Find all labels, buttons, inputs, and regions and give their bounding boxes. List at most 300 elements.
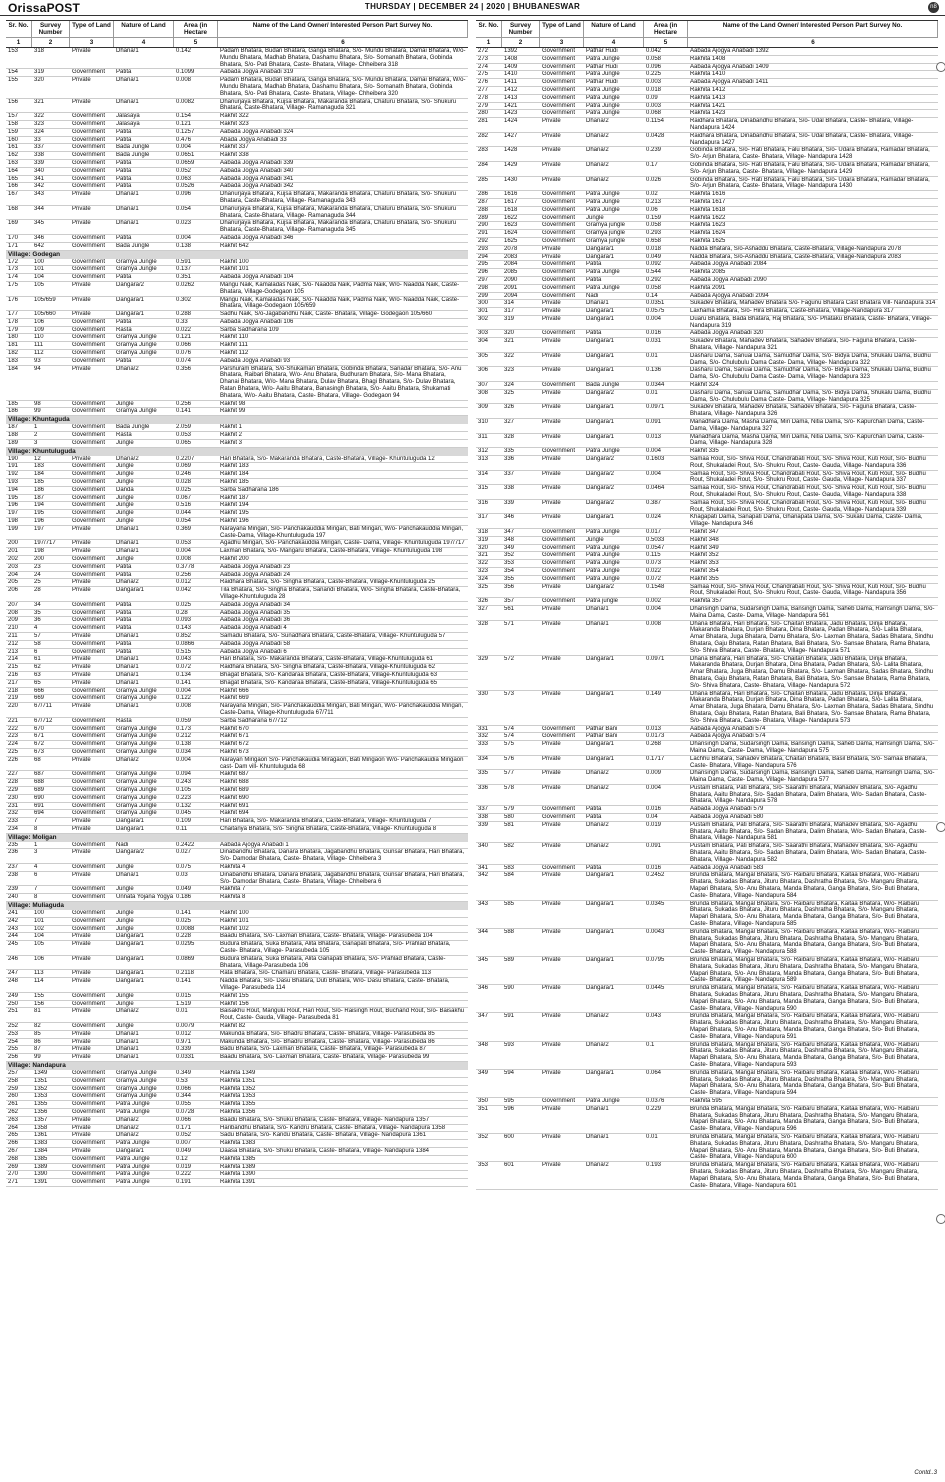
sr-no-cell: 283 [478,147,489,154]
header-sr-no: Sr. No. [476,21,502,37]
area-cell: 0.191 [176,1179,192,1186]
sr-no-cell: 158 [8,120,19,127]
area-cell: 0.018 [646,86,662,93]
land-type-cell: Government [542,544,576,551]
table-row [476,785,938,806]
sr-no-cell: 307 [478,382,489,389]
table-row [6,266,468,274]
owner-name-cell: Sarba Sadharana 67/712 [220,717,288,724]
land-type-cell: Government [542,110,576,117]
area-cell: 0.012 [176,1030,192,1037]
table-row [476,191,938,199]
land-nature-cell: Gramya Jungle [116,1085,157,1092]
table-row [6,918,468,926]
owner-name-cell: Rakhita 1352 [220,1085,256,1092]
land-type-cell: Government [542,864,576,871]
land-type-cell: Private [72,933,91,940]
survey-number-cell: 6 [34,871,38,878]
land-type-cell: Government [72,242,106,249]
area-cell: 0.33 [176,318,188,325]
land-type-cell: Government [542,725,576,732]
owner-name-cell: Aabada Jogya Anabadi 35 [220,609,291,616]
survey-number-cell: 1 [34,841,38,848]
land-type-cell: Government [542,269,576,276]
owner-name-cell: Nadda Bhatara, S/o-Ashaddu Bhatara, Caste-Bhatara, Village-Nandapura 2078 [690,245,902,252]
sr-no-cell: 278 [478,94,489,101]
area-cell: 0.064 [646,1069,662,1076]
owner-name-cell: Rakhita 1349 [220,1070,256,1076]
sr-no-cell: 211 [8,632,18,639]
header-col-number: 1 [6,37,32,47]
header-land-nature: Nature of Land [114,21,174,37]
sr-no-cell: 277 [478,86,489,93]
owner-name-cell: Dhana Bhatara, Hari Bhatara, S/o- Chaitan Bhatara, Jadu Bhatara, Dirija Bhatara, Makaranda Bhatara, Durjan Bhatara, Dina Bhatara, Padan Bhatara, S/o- Lalita Bhatara, Amar Bhatara, Juga Bhatara, Damu Bhatara, S/o- Laxman Bhatara, Sadas Bhatara, Sindhu Bhatara, Gaju Bhatara, Ratan Bhatara, Bali Bhatara, S/o- Sansae Bhatara, Rama Bhatara, S/o- Shiva Bhatara, Caste- Bhatara, Village- Nandapura 573 [690,690,934,724]
sr-no-cell: 353 [478,1162,489,1169]
owner-name-cell: Dasharu Dama, Sanuai Dama, Samudhar Dama, S/o- Bidya Dama, Shukalu Dama, Budhu Dama, S/o- Chulubulu Dama Caste- Dama, Village- Nandapura 322 [690,352,931,366]
sr-no-cell: 289 [478,214,489,221]
area-cell: 0.024 [646,514,662,521]
area-cell: 0.076 [176,350,192,357]
village-heading: Village: Khuntuluguda [6,448,468,456]
area-cell: 0.143 [176,625,192,632]
land-nature-cell: Dangara/1 [586,985,615,992]
land-type-cell: Private [72,703,91,710]
land-nature-cell: Dhana/1 [586,300,609,307]
sr-no-cell: 186 [8,408,19,415]
survey-number-cell: 85 [34,1030,41,1037]
area-cell: 0.052 [176,167,192,174]
sr-no-cell: 199 [8,525,19,532]
table-row [6,872,468,887]
owner-name-cell: Dhansingh Dama, Sudarsingh Dama, Bansingh Dama, Saheb Dama, Ramsingh Dama, S/o- Maina Dama, Caste- Dama, Village- Nandapura 575 [690,741,935,754]
land-nature-cell: Dangara/1 [116,818,145,825]
table-row [6,1109,468,1117]
sr-no-cell: 201 [8,548,19,555]
sr-no-cell: 313 [478,456,489,463]
survey-number-cell: 196 [34,518,45,525]
survey-number-cell: 328 [504,433,515,440]
sr-no-cell: 231 [8,802,19,809]
survey-number-cell: 591 [504,1013,515,1020]
table-row [6,703,468,718]
land-nature-cell: Jungle [116,510,134,517]
owner-name-cell: Samaa Rout, S/o- Shiva Rout, Chandrabati Rout, S/o- Shiva Rout, Kuti Rout, S/o- Budhu Rout, Shukaladei Rout, S/o- Shukru Rout, Caste- Gauda, Village- Nandapura 356 [690,583,926,597]
survey-number-cell: 671 [34,733,45,740]
sr-no-cell: 262 [8,1108,19,1115]
land-nature-cell: Dangara/1 [586,755,615,762]
area-cell: 0.0376 [646,1097,665,1104]
survey-number-cell: 58 [34,640,41,647]
land-nature-cell: Gramya jungle [586,237,626,244]
area-cell: 0.075 [176,864,192,871]
table-row [476,691,938,726]
table-row [6,672,468,680]
sr-no-cell: 302 [478,315,489,322]
land-type-cell: Private [72,365,91,372]
land-nature-cell: Patra Jungle [586,544,620,551]
land-type-cell: Government [72,128,106,135]
area-cell: 0.004 [176,548,192,555]
table-row [6,1171,468,1179]
table-row [476,79,938,87]
area-cell: 0.009 [646,770,662,777]
table-row [6,311,468,319]
land-type-cell: Government [542,206,576,213]
sr-no-cell: 347 [478,1013,489,1020]
owner-name-cell: Brunda Bhatara, Mangal Bhatara, S/o- Raibaru Bhatara, Kaitaa Bhatara, W/o- Raibaru Bhatara, Sukadas Bhatara, Jituru Bhatara, Dashratha Bhatara, S/o- Mangaru Bhatara, Mapari Bhatara, S/o- Anu Bhatara, Manda Bhatara, Ganga Bhatara, S/o- Buti Bhatara, Caste- Bhatara, Village- Nandapura 593 [690,1041,920,1068]
land-type-cell: Private [542,1133,561,1140]
land-type-cell: Government [72,120,106,127]
sr-no-cell: 219 [8,695,19,702]
land-nature-cell: Dhana/2 [116,1132,139,1139]
land-type-cell: Government [72,810,106,817]
table-row [476,814,938,822]
owner-name-cell: Aabada Ajogya Anabadi 574 [690,733,766,740]
land-type-cell: Government [542,330,576,337]
land-type-cell: Government [72,571,106,578]
land-type-cell: Government [72,408,106,415]
table-left [6,20,468,1187]
sr-no-cell: 333 [478,741,489,748]
land-type-cell: Government [72,486,106,493]
table-row [476,330,938,338]
sr-no-cell: 282 [478,132,489,139]
area-cell: 0.1099 [176,69,195,76]
area-cell: 0.003 [646,102,662,109]
sr-no-cell: 281 [478,118,489,125]
land-type-cell: Government [542,284,576,291]
table-row [476,254,938,262]
survey-number-cell: 12 [34,455,41,462]
sr-no-cell: 234 [8,825,19,832]
header-area: Area (in Hectare [644,21,688,37]
survey-number-cell: 198 [34,548,45,555]
area-cell: 0.134 [176,671,192,678]
sr-no-cell: 160 [8,136,19,143]
survey-number-cell: 3 [34,439,38,446]
owner-name-cell: Lachhu Bhatara, Sahadev Bhatara, Chaitan Bhatara, Basil Bhatara, S/o- Samaa Bhatara, Caste- Bhatara, Village- Nandapura 576 [690,755,928,769]
area-cell: 0.01 [176,1008,188,1015]
owner-name-cell: Rakhita 357 [690,598,723,605]
land-type-cell: Private [542,928,561,935]
land-nature-cell: Gramya Jungle [116,695,157,702]
land-nature-cell: Dangara/1 [586,1069,615,1076]
sr-no-cell: 245 [8,941,19,948]
table-row [476,133,938,148]
sr-no-cell: 321 [478,552,489,559]
owner-name-cell: Aabada Jogya Anabadi 4 [220,625,287,632]
survey-number-cell: 1356 [34,1108,48,1115]
sr-no-cell: 194 [8,486,19,493]
land-type-cell: Government [542,261,576,268]
owner-name-cell: Manadhara Dama, Masha Dama, Miri Dama, Nitia Dama, S/o- Kapurchan Dama, Caste- Dama, Village- Nandapura 328 [690,433,925,447]
sr-no-cell: 195 [8,494,19,501]
land-type-cell: Private [72,220,91,227]
owner-name-cell: Rakhit 353 [690,560,719,567]
land-nature-cell: Bada Jungle [116,144,150,151]
land-nature-cell: Patra Jungle [586,191,620,198]
table-row [476,1162,938,1190]
land-nature-cell: Nadi [116,841,129,848]
area-cell: 0.002 [646,598,662,605]
survey-number-cell: 357 [504,598,515,605]
survey-number-cell: 200 [34,556,45,562]
area-cell: 0.025 [176,486,192,493]
owner-name-cell: Rakhit 347 [690,529,719,535]
owner-name-cell: Aabada Jogya Anabadi 580 [690,814,764,821]
land-nature-cell: Dhana/2 [586,1013,609,1020]
land-type-cell: Private [72,978,91,985]
survey-number-cell: 322 [34,113,45,120]
area-cell: 0.0331 [176,1054,195,1061]
owner-name-cell: Rakhita 1389 [220,1163,256,1170]
land-nature-cell: Dangara/1 [116,1147,145,1154]
land-type-cell: Private [542,514,561,521]
land-type-cell: Private [542,433,561,440]
land-type-cell: Government [72,648,106,655]
sr-no-cell: 299 [478,292,489,299]
table-row [6,1148,468,1156]
owner-name-cell: Sadu Bhatara, S/o- Kandu Bhatara, Caste- Bhatara, Village- Nandapura 1361 [220,1132,427,1139]
area-cell: 0.025 [176,601,192,608]
table-row [476,872,938,900]
village-heading: Village: Moligan [6,834,468,842]
area-cell: 0.239 [646,147,662,154]
area-cell: 0.53 [176,1077,188,1084]
land-nature-cell: Patita [116,609,132,616]
sr-no-cell: 318 [478,529,489,535]
owner-name-cell: Dhansingh Dama, Sudarsingh Dama, Bansingh Dama, Saheb Dama, Ramsingh Dama, S/o- Maina Dama, Caste- Dama, Village- Nandapura 577 [690,770,935,784]
land-nature-cell: Dangara/1 [586,315,615,322]
survey-number-cell: 596 [504,1105,515,1112]
table-row [6,572,468,580]
area-cell: 0.0082 [176,98,195,105]
survey-number-cell: 105/659 [34,296,56,303]
land-type-cell: Private [542,741,561,748]
owner-name-cell: Rakhita 1622 [690,214,726,221]
owner-name-cell: Rakhita 1412 [690,86,726,93]
sr-no-cell: 297 [478,276,489,283]
area-cell: 0.049 [176,1147,192,1154]
area-cell: 0.544 [646,269,662,276]
area-cell: 0.213 [646,198,662,205]
owner-name-cell: Rakhita 1623 [690,222,726,229]
land-type-cell: Private [542,499,561,506]
land-nature-cell: Dangara/1 [586,957,615,964]
land-nature-cell: Dhana/2 [586,161,609,168]
land-nature-cell: Dhana/1 [116,205,139,212]
land-type-cell: Government [72,1108,106,1115]
area-cell: 0.14 [646,292,658,299]
land-type-cell: Private [72,1132,91,1139]
land-type-cell: Private [542,1105,561,1112]
land-type-cell: Private [542,300,561,307]
survey-number-cell: 1 [34,424,38,431]
sr-no-cell: 210 [8,625,19,632]
survey-number-cell: 669 [34,695,45,702]
land-nature-cell: Dangara/1 [116,970,145,977]
table-row [6,297,468,312]
owner-name-cell: Daasa Bhatara, S/o- Shuku Bhatara, Caste- Bhatara, Village- Nandapura 1384 [220,1147,430,1154]
area-cell: 0.0043 [646,928,665,935]
table-row [6,152,468,160]
sr-no-cell: 301 [478,308,489,315]
land-type-cell: Private [542,1013,561,1020]
sr-no-cell: 238 [8,871,19,878]
survey-number-cell: 1390 [34,1171,48,1178]
owner-name-cell: Rakhit 101 [220,266,249,273]
survey-number-cell: 582 [504,843,515,850]
land-type-cell: Government [542,575,576,582]
table-row [6,733,468,741]
owner-name-cell: Rakhit 184 [220,471,249,478]
land-type-cell: Government [542,276,576,283]
land-nature-cell: Dhana/1 [116,548,139,555]
land-type-cell: Government [72,175,106,182]
land-nature-cell: Patita [586,330,602,337]
land-type-cell: Government [72,274,106,281]
area-cell: 0.658 [646,237,662,244]
land-nature-cell: Patita [586,261,602,268]
table-row [476,598,938,606]
table-row [6,183,468,191]
survey-number-cell: 347 [504,529,515,535]
land-type-cell: Private [72,548,91,555]
owner-name-cell: Aabada Jogya Anabadi 2084 [690,261,767,268]
land-type-cell: Government [542,214,576,221]
owner-name-cell: Aabada Jogya Anabadi 339 [220,159,294,166]
area-cell: 0.052 [176,1132,192,1139]
sr-no-cell: 263 [8,1116,19,1123]
table-row [476,560,938,568]
land-nature-cell: Dhana/2 [586,176,609,183]
land-nature-cell: Dangara/1 [586,433,615,440]
owner-name-cell: Bhagat Bhatara, S/o- Kandaraa Bhatara, Caste-Bhatara, Village-Khuntuluguda 65 [220,679,438,686]
land-type-cell: Private [72,1147,91,1154]
area-cell: 0.045 [176,810,192,817]
owner-name-cell: Sarba Sadharana 109 [220,326,279,333]
land-type-cell: Private [72,1046,91,1053]
sr-no-cell: 269 [8,1163,19,1170]
area-cell: 0.17 [646,161,658,168]
table-row [6,810,468,818]
land-type-cell: Private [72,955,91,962]
land-nature-cell: Patita [116,601,132,608]
sr-no-cell: 337 [478,806,489,813]
owner-name-cell: Raidhara Bhatara, Dinabandhu Bhatara, S/o- Udal Bhatara, Caste- Bhatara, Village- Nandapura 1427 [690,132,914,146]
survey-number-cell: 1384 [34,1147,48,1154]
table-row [476,147,938,162]
land-type-cell: Private [542,755,561,762]
land-type-cell: Government [72,234,106,241]
sr-no-cell: 224 [8,741,19,748]
land-type-cell: Government [72,1179,106,1186]
area-cell: 0.06 [646,206,658,213]
land-type-cell: Government [72,471,106,478]
sr-no-cell: 155 [8,77,19,84]
table-row [476,103,938,111]
survey-number-cell: 100 [34,258,45,265]
owner-name-cell: Sukadev Bhatara, Mahadev Bhatara, Sahadev Bhatara, S/o- Faguna Bhatara, Caste- Bhatara, Village- Nandapura 321 [690,338,917,352]
land-nature-cell: Patita [116,175,132,182]
sr-no-cell: 156 [8,98,19,105]
survey-number-cell: 337 [34,144,45,151]
sr-no-cell: 198 [8,518,19,525]
survey-number-cell: 353 [504,560,515,567]
survey-number-cell: 343 [34,191,45,198]
table-row [476,843,938,864]
survey-number-cell: 571 [504,620,515,627]
owner-name-cell: Rakhit 691 [220,802,249,809]
land-nature-cell: Patita [116,318,132,325]
owner-name-cell: Aabada Jogya Anabadi 340 [220,167,294,174]
land-type-cell: Government [542,48,576,54]
area-cell: 0.136 [646,367,662,374]
owner-name-cell: Khagapati Dama, Sanapati Dama, Ghanapata Dama, S/o- Sukalu Dama, Caste- Dama, Village- Nandapura 346 [690,514,923,528]
sr-no-cell: 296 [478,269,489,276]
survey-number-cell: 1412 [504,86,518,93]
survey-number-cell: 1361 [34,1132,48,1139]
land-nature-cell: Gramya Jungle [116,733,157,740]
survey-number-cell: 8 [34,825,38,832]
table-row [476,485,938,500]
survey-number-cell: 691 [34,802,45,809]
owner-name-cell: Raidhara Bhatara, Dinabandhu Bhatara, S/o- Udal Bhatara, Caste- Bhatara, Village- Nandapura 1424 [690,118,914,131]
land-nature-cell: Dangara/1 [116,296,145,303]
survey-number-cell: 1622 [504,214,518,221]
owner-name-cell: Rakhit 324 [690,382,719,389]
sr-no-cell: 179 [8,326,19,333]
sr-no-cell: 200 [8,540,19,547]
table-right [476,20,938,1190]
table-row [6,978,468,993]
survey-number-cell: 1408 [504,55,518,62]
land-type-cell: Government [72,258,106,265]
table-row [476,177,938,192]
area-cell: 0.141 [176,679,192,686]
area-cell: 0.066 [176,1085,192,1092]
owner-name-cell: Raidhara Bhatara, S/o- Singha Bhatara, Caste-Bhatara, Village-Khuntuluguda 25 [220,579,436,586]
land-nature-cell: Dhana/1 [116,525,139,532]
survey-number-cell: 6 [34,648,38,655]
survey-number-cell: 35 [34,609,41,616]
survey-number-cell: 68 [34,756,41,763]
survey-number-cell: 642 [34,242,45,249]
land-type-cell: Government [542,237,576,244]
survey-number-cell: 585 [504,900,515,907]
sr-no-cell: 344 [478,928,489,935]
land-nature-cell: Gramya Jungle [116,771,157,778]
area-cell: 0.004 [176,234,192,241]
land-type-cell: Private [72,849,91,856]
table-row [476,606,938,621]
land-type-cell: Government [72,1171,106,1178]
area-cell: 0.5033 [646,536,665,543]
owner-name-cell: Tila Bhatara, S/o- Singha Bhatara, Sanandi Bhatara, W/o- Singha Bhatara, Caste-Bhatara, Village-Khuntuluguda 28 [220,587,461,600]
owner-name-cell: Aabada Jogya Anabadi 583 [690,864,764,871]
area-cell: 0.141 [176,910,192,917]
land-type-cell: Private [542,147,561,154]
survey-number-cell: 105 [34,281,45,288]
owner-name-cell: Brunda Bhatara, Mangal Bhatara, S/o- Raibaru Bhatara, Kaitaa Bhatara, W/o- Raibaru Bhatara, Sukadas Bhatara, Jituru Bhatara, Dashratha Bhatara, S/o- Mangaru Bhatara, Mapari Bhatara, S/o- Anu Bhatara, Manda Bhatara, Ganga Bhatara, S/o- Buti Bhatara, Caste- Bhatara, Village- Nandapura 594 [690,1069,920,1097]
owner-name-cell: Rakhita 1353 [220,1093,256,1100]
table-row [476,733,938,741]
survey-number-cell: 1424 [504,118,518,125]
land-type-cell: Government [72,1085,106,1092]
area-cell: 0.149 [646,690,662,697]
survey-number-cell: 344 [34,205,45,212]
table-row [6,933,468,941]
